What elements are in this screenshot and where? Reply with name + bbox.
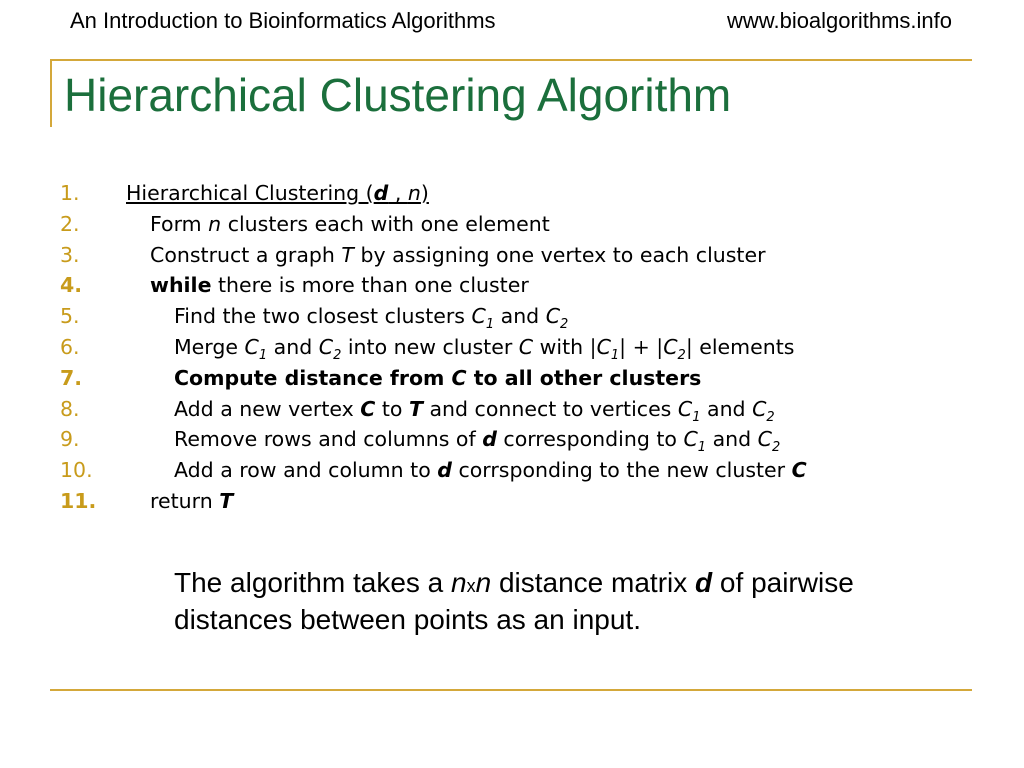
line-number: 4. [60, 273, 83, 298]
slide-title: Hierarchical Clustering Algorithm [64, 69, 732, 121]
algo-step: Add a new vertex C to T and connect to vertices $C_1$ and $C_2$ [174, 396, 775, 425]
header-website: www.bioalgorithms.info [727, 8, 952, 33]
line-number: 8. [60, 396, 80, 421]
left-rule [50, 59, 52, 127]
line-number: 3. [60, 242, 80, 267]
function-signature: Hierarchical Clustering (d , n) [126, 181, 429, 205]
line-number: 10. [60, 458, 93, 483]
bottom-rule [50, 689, 972, 691]
algo-step: while there is more than one cluster [150, 273, 529, 298]
algorithm-description: The algorithm takes a nxn distance matrix d of pairwise distances between points as an input. [174, 567, 854, 635]
line-number: 9. [60, 427, 80, 452]
algo-step: Form n clusters each with one element [150, 211, 550, 236]
algo-step: Merge $C_1$ and $C_2$ into new cluster C with $|C_1| + |C_2|$ elements [174, 334, 795, 364]
algo-step: return T [150, 488, 234, 513]
algo-step: Find the two closest clusters $C_1$ and $C_2$ [174, 304, 569, 333]
algo-step: Add a row and column to d corrsponding to the new cluster C [174, 458, 807, 483]
line-number: 11. [60, 488, 97, 513]
top-rule [50, 59, 972, 61]
header-course-title: An Introduction to Bioinformatics Algorithms [70, 8, 496, 33]
line-number: 7. [60, 365, 83, 390]
algo-step: Remove rows and columns of d corresponding to $C_1$ and $C_2$ [174, 427, 781, 456]
line-number: 5. [60, 304, 80, 329]
line-number: 6. [60, 334, 80, 359]
line-number: 1. [60, 181, 80, 205]
line-number: 2. [60, 211, 80, 236]
algo-step: Compute distance from C to all other clusters [174, 365, 702, 390]
algo-step: Construct a graph T by assigning one vertex to each cluster [150, 242, 766, 267]
